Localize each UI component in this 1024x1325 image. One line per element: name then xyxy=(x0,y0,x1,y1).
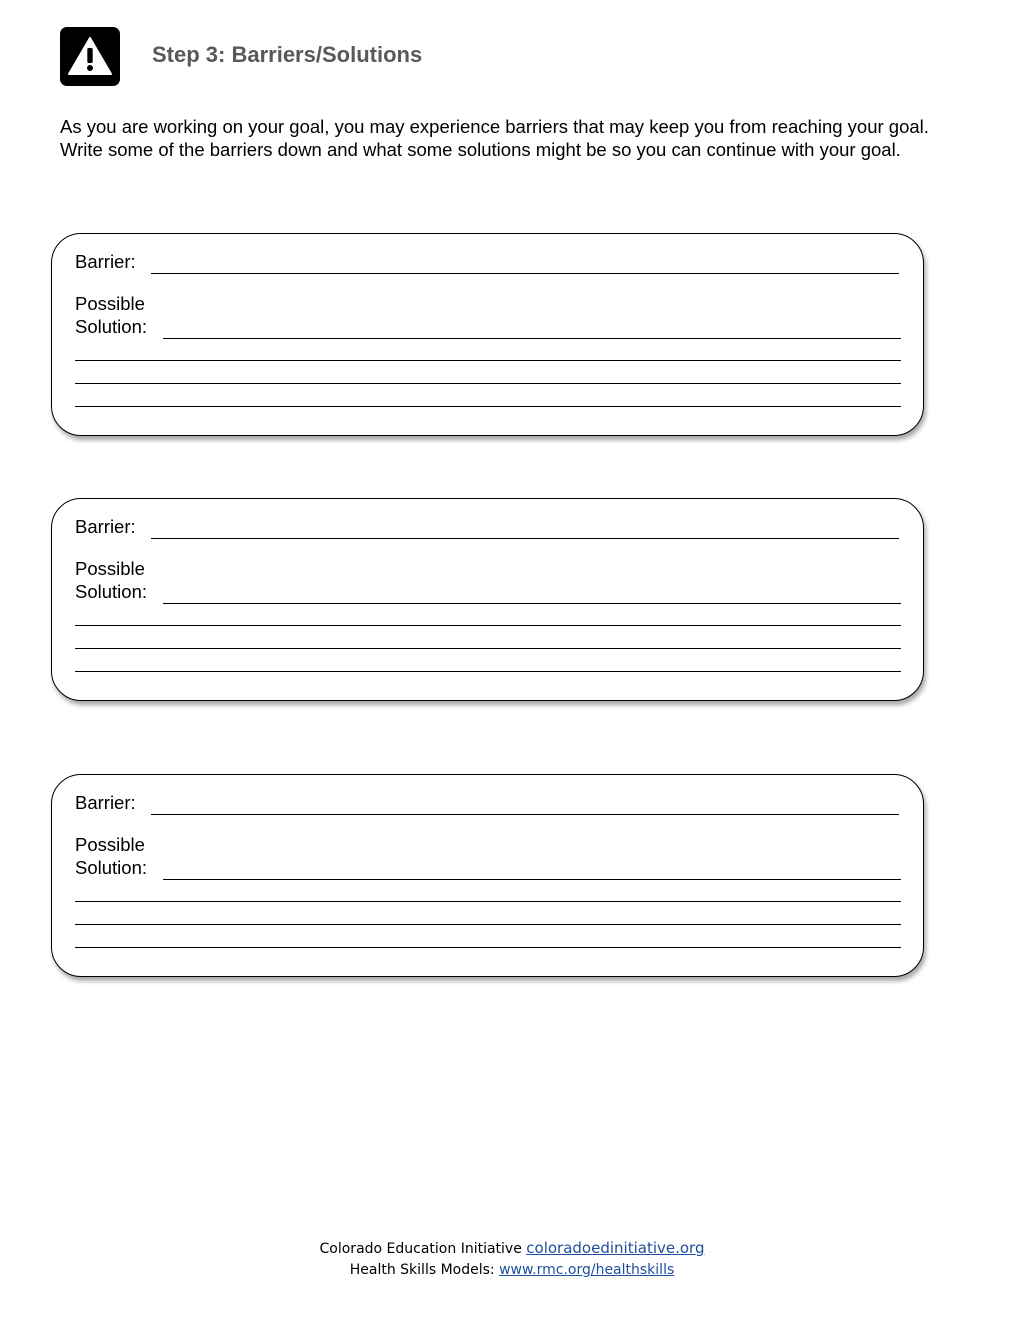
solution-line[interactable] xyxy=(75,383,901,384)
footer-line-2 xyxy=(0,1260,1024,1281)
solution-line[interactable] xyxy=(75,360,901,361)
page-header xyxy=(60,26,422,86)
warning-icon xyxy=(60,27,120,86)
footer-models-link[interactable]: www.rmc.org/healthskills xyxy=(499,1262,675,1278)
solution-line[interactable] xyxy=(75,406,901,407)
footer-org-text: Colorado Education Initiative xyxy=(319,1241,527,1257)
intro-paragraph: As you are working on your goal, you may experience barriers that may keep you from reaching your goal. Write some of the barriers down and what some solutions might be so you can continue with your goal. xyxy=(60,116,929,160)
solution-line[interactable] xyxy=(75,671,901,672)
barrier-card-2 xyxy=(51,498,924,701)
possible-label: Possible xyxy=(75,834,145,855)
solution-label: Solution: xyxy=(75,581,147,602)
solution-line[interactable] xyxy=(163,603,901,604)
barrier-line[interactable] xyxy=(151,273,899,274)
possible-label: Possible xyxy=(75,293,145,314)
barrier-label: Barrier: xyxy=(75,516,136,537)
page-footer xyxy=(0,1238,1024,1281)
solution-line[interactable] xyxy=(75,924,901,925)
possible-label: Possible xyxy=(75,558,145,579)
solution-line[interactable] xyxy=(75,901,901,902)
solution-label: Solution: xyxy=(75,316,147,337)
solution-line[interactable] xyxy=(163,338,901,339)
barrier-label: Barrier: xyxy=(75,792,136,813)
barrier-line[interactable] xyxy=(151,814,899,815)
barrier-card-3 xyxy=(51,774,924,977)
footer-models-text: Health Skills Models: xyxy=(349,1262,500,1278)
barrier-label: Barrier: xyxy=(75,251,136,272)
solution-line[interactable] xyxy=(75,947,901,948)
solution-line[interactable] xyxy=(75,625,901,626)
solution-label: Solution: xyxy=(75,857,147,878)
page-title: Step 3: Barriers/Solutions xyxy=(152,42,423,67)
footer-org-link[interactable]: coloradoedinitiative.org xyxy=(526,1239,705,1257)
solution-line[interactable] xyxy=(75,648,901,649)
footer-line-1 xyxy=(0,1238,1024,1260)
solution-line[interactable] xyxy=(163,879,901,880)
barrier-card-1 xyxy=(51,233,924,436)
barrier-line[interactable] xyxy=(151,538,899,539)
